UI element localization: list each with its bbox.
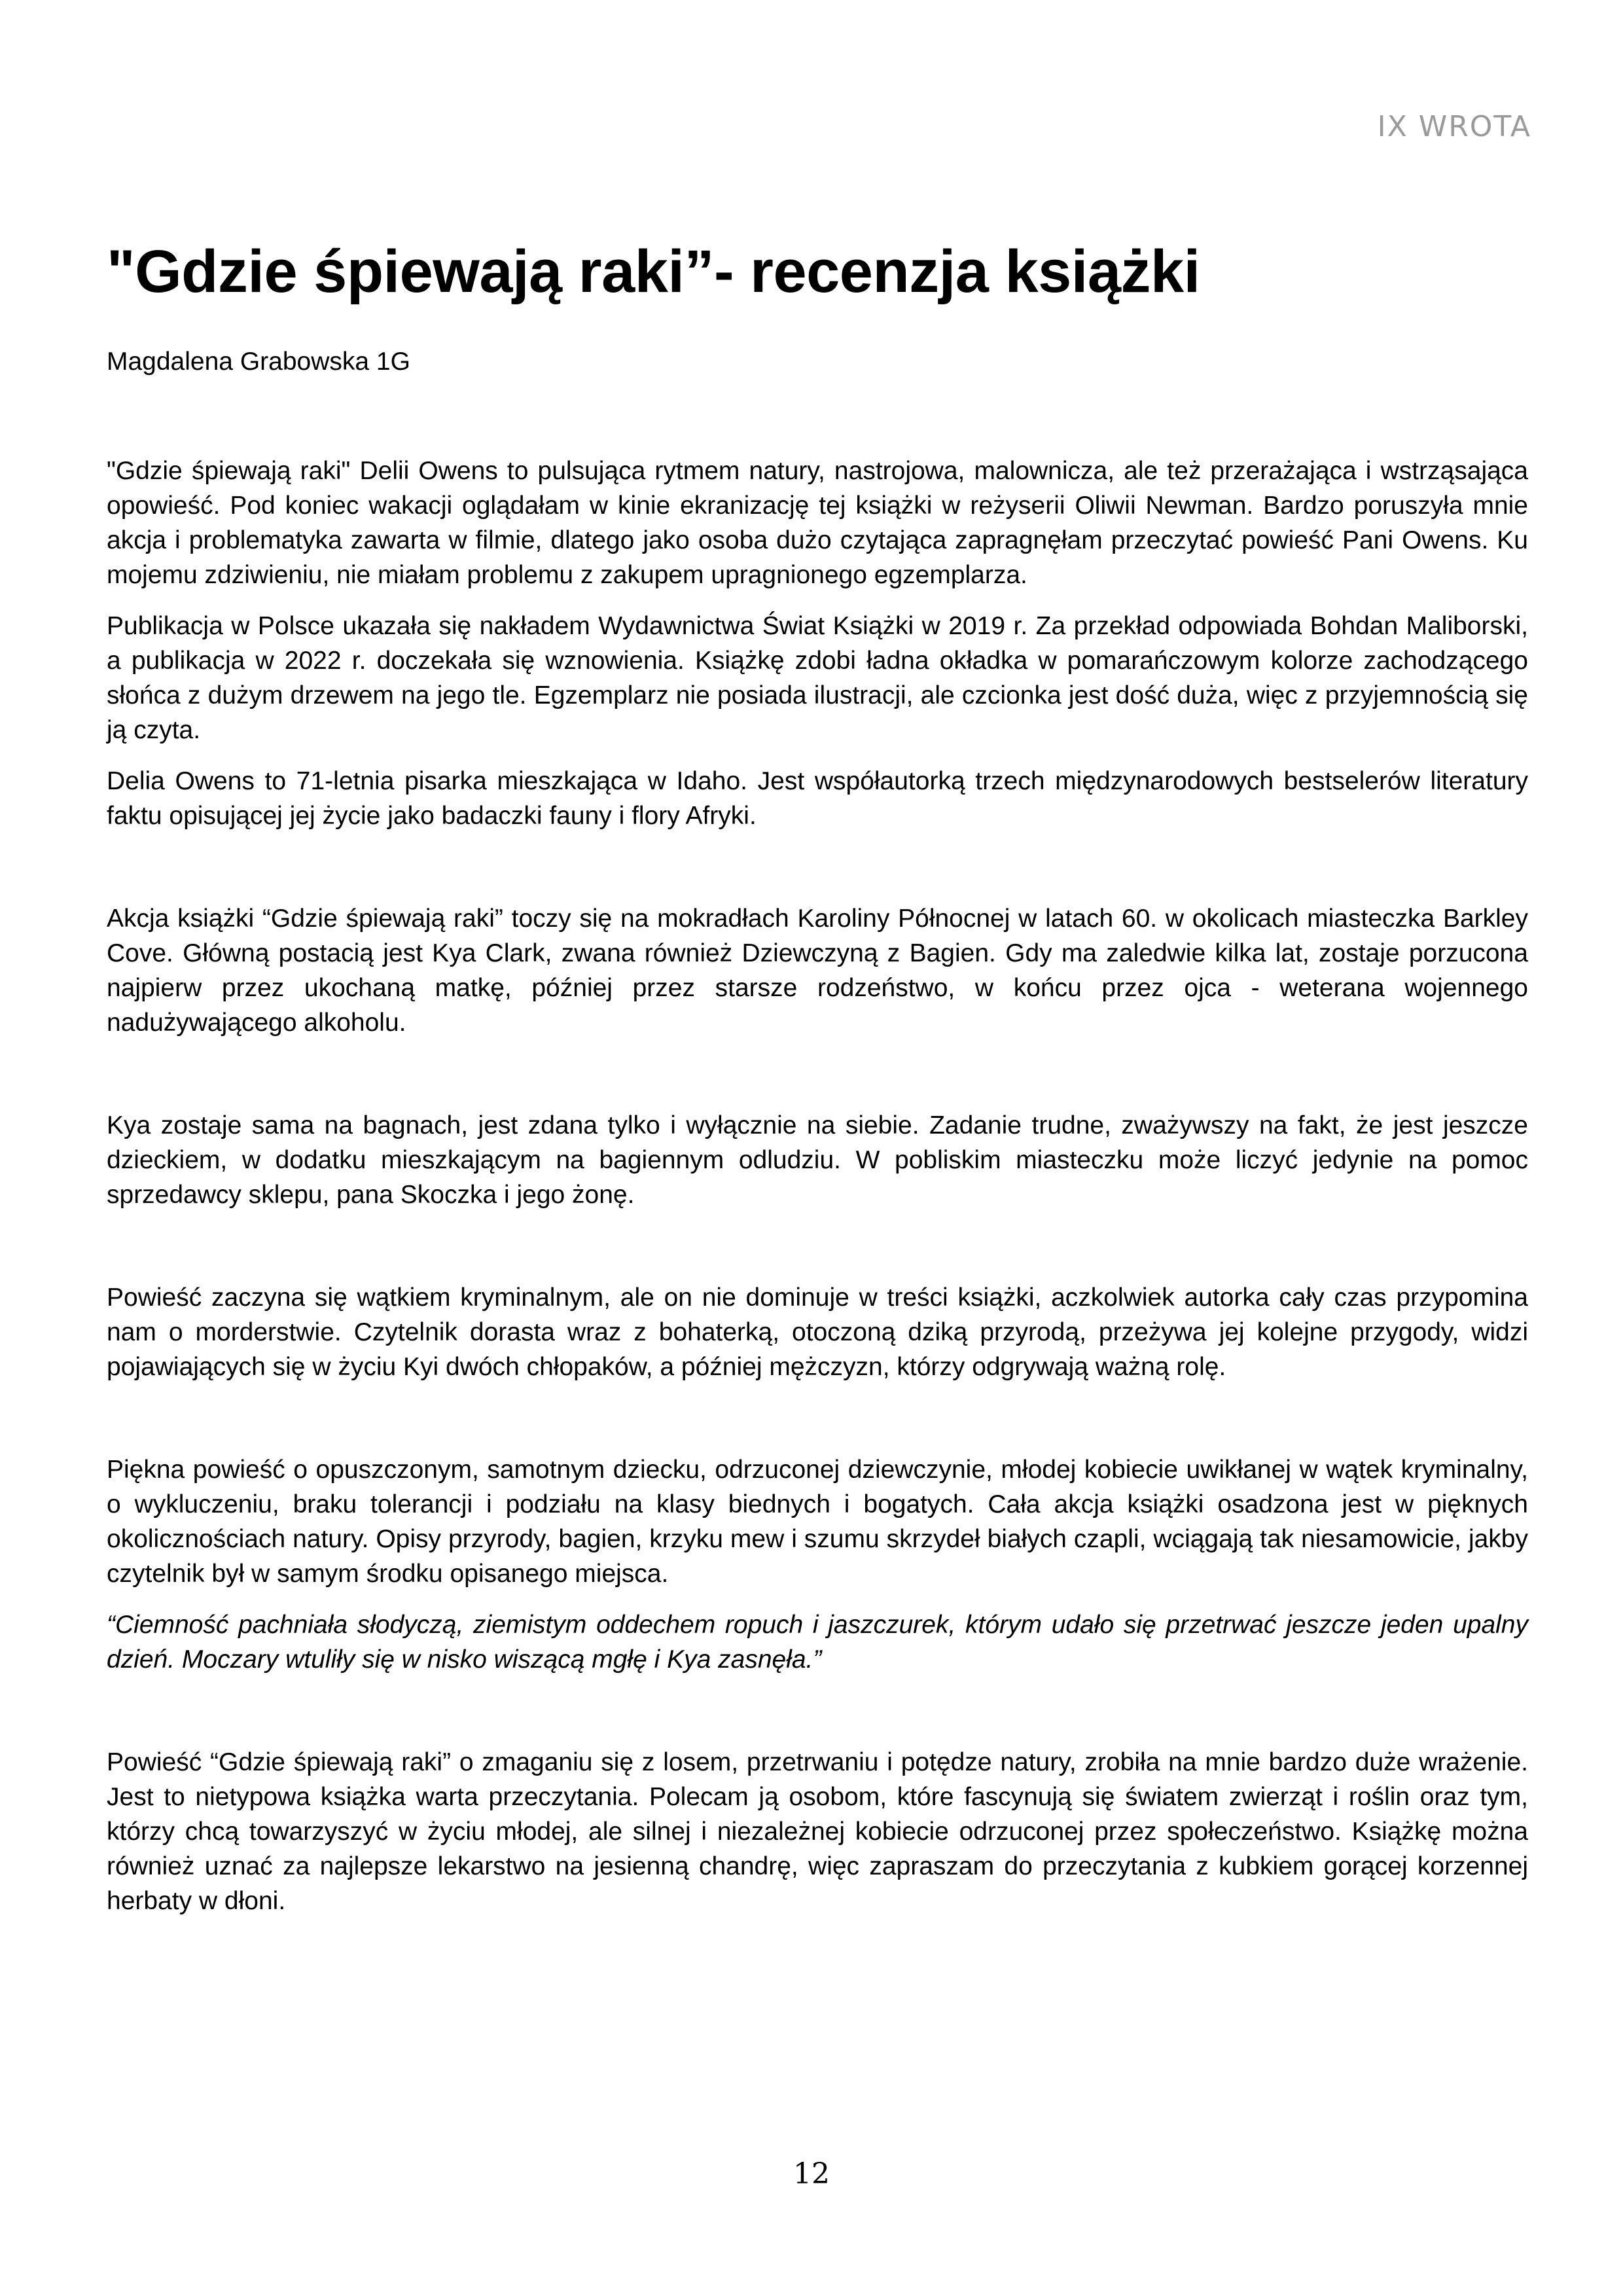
paragraph-conclusion: Powieść “Gdzie śpiewają raki” o zmaganiu się z losem, przetrwaniu i potędze natury, zrobiła na mnie bardzo duże wrażenie. Jest to nietypowa książka warta przeczytania. Polecam ją osobom, które fascynują się światem zwierząt i roślin oraz tym, którzy chcą towarzyszyć w życiu młodej, ale silnej i niezależnej kobiecie odrzuconej przez społeczeństwo. Książkę można również uznać za najlepsze lekarstwo na jesienną chandrę, więc zapraszam do przeczytania z kubkiem gorącej korzennej herbaty w dłoni.	[107, 1748, 1528, 1915]
paragraph-kya-alone: Kya zostaje sama na bagnach, jest zdana tylko i wyłącznie na siebie. Zadanie trudne, zważywszy na fakt, że jest jeszcze dzieckiem, w dodatku mieszkającym na bagiennym odludziu. W pobliskim miasteczku może liczyć jedynie na pomoc sprzedawcy sklepu, pana Skoczka i jego żonę.	[107, 1111, 1528, 1209]
article-author: Magdalena Grabowska 1G	[107, 348, 410, 376]
paragraph-author-bio: Delia Owens to 71-letnia pisarka mieszkająca w Idaho. Jest współautorką trzech międzynarodowych bestselerów literatury faktu opisującej jej życie jako badaczki fauny i flory Afryki.	[107, 767, 1528, 830]
page-number: 12	[793, 2157, 830, 2191]
running-header: IX WROTA	[1377, 110, 1531, 143]
paragraph-plot: Akcja książki “Gdzie śpiewają raki” toczy się na mokradłach Karoliny Północnej w latach 60. w okolicach miasteczka Barkley Cove. Główną postacią jest Kya Clark, zwana również Dziewczyną z Bagien. Gdy ma zaledwie kilka lat, zostaje porzucona najpierw przez ukochaną matkę, później przez starsze rodzeństwo, w końcu przez ojca - weterana wojennego nadużywającego alkoholu.	[107, 905, 1528, 1037]
paragraph-crime-thread: Powieść zaczyna się wątkiem kryminalnym, ale on nie dominuje w treści książki, aczkolwiek autorka cały czas przypomina nam o morderstwie. Czytelnik dorasta wraz z bohaterką, otoczoną dziką przyrodą, przeżywa jej kolejne przygody, widzi pojawiających się w życiu Kyi dwóch chłopaków, a później mężczyzn, którzy odgrywają ważną rolę.	[107, 1283, 1528, 1381]
paragraph-intro: "Gdzie śpiewają raki" Delii Owens to pulsująca rytmem natury, nastrojowa, malownicza, ale też przerażająca i wstrząsająca opowieść. Pod koniec wakacji oglądałam w kinie ekranizację tej książki w reżyserii Oliwii Newman. Bardzo poruszyła mnie akcja i problematyka zawarta w filmie, dlatego jako osoba dużo czytająca zapragnęłam przeczytać powieść Pani Owens. Ku mojemu zdziwieniu, nie miałam problemu z zakupem upragnionego egzemplarza.	[107, 457, 1528, 589]
book-quote: “Ciemność pachniała słodyczą, ziemistym oddechem ropuch i jaszczurek, którym udało się przetrwać jeszcze jeden upalny dzień. Moczary wtuliły się w nisko wiszącą mgłę i Kya zasnęła.”	[107, 1611, 1528, 1674]
paragraph-publication: Publikacja w Polsce ukazała się nakładem Wydawnictwa Świat Książki w 2019 r. Za przekład odpowiada Bohdan Maliborski, a publikacja w 2022 r. doczekała się wznowienia. Książkę zdobi ładna okładka w pomarańczowym kolorze zachodzącego słońca z dużym drzewem na jego tle. Egzemplarz nie posiada ilustracji, ale czcionka jest dość duża, więc z przyjemnością się ją czyta.	[107, 612, 1528, 744]
article-title: "Gdzie śpiewają raki”- recenzja książki	[107, 238, 1200, 305]
paragraph-nature: Piękna powieść o opuszczonym, samotnym dziecku, odrzuconej dziewczynie, młodej kobiecie uwikłanej w wątek kryminalny, o wykluczeniu, braku tolerancji i podziału na klasy biednych i bogatych. Cała akcja książki osadzona jest w pięknych okolicznościach natury. Opisy przyrody, bagien, krzyku mew i szumu skrzydeł białych czapli, wciągają tak niesamowicie, jakby czytelnik był w samym środku opisanego miejsca.	[107, 1456, 1528, 1588]
article	[107, 236, 1528, 1918]
